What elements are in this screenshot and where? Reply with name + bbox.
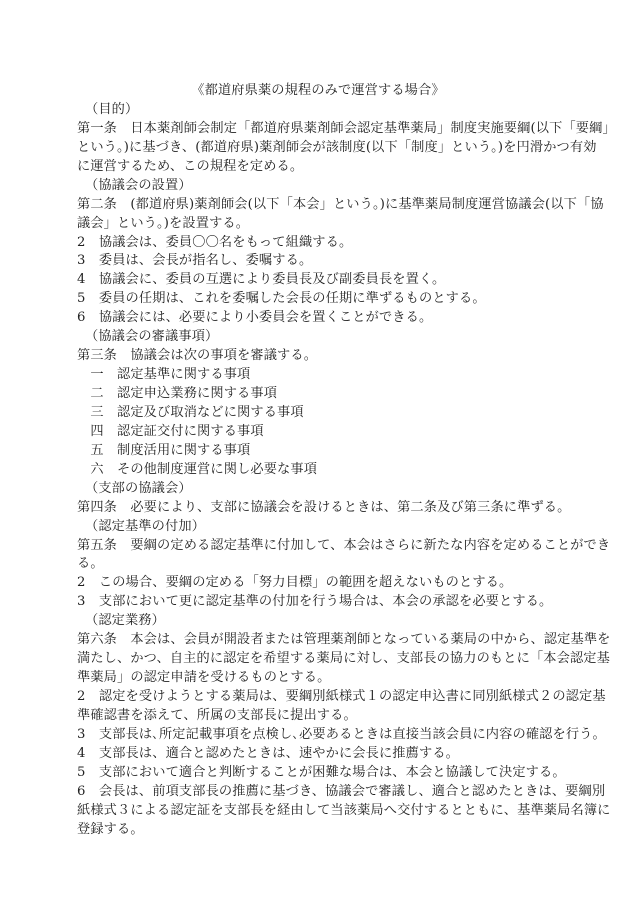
article-5-item-2: 2 この場合、要綱の定める「努力目標」の範囲を超えないものとする。	[77, 575, 513, 591]
article-3-item-3: 三 認定及び取消などに関する事項	[77, 404, 304, 420]
section-heading: （協議会の審議事項）	[85, 329, 219, 345]
article-6-item-6-line-2: 紙様式３による認定証を支部長を経由して当該薬局へ交付するとともに、基準薬局名簿に	[77, 802, 611, 818]
article-2-item-5: 5 委員の任期は、これを委嘱した会長の任期に準ずるものとする。	[77, 291, 486, 307]
section-purpose	[77, 101, 616, 177]
article-5-line-1: 第五条 要綱の定める認定基準に付加して、本会はさらに新たな内容を定めることができ	[77, 537, 611, 553]
section-heading: （支部の協議会）	[85, 480, 192, 496]
article-1-line-1: 第一条 日本薬剤師会制定「都道府県薬剤師会認定基準薬局」制度実施要綱(以下「要綱」	[77, 120, 616, 136]
article-5-item-3: 3 支部において更に認定基準の付加を行う場合は、本会の承認を必要とする。	[77, 594, 553, 610]
article-6-item-6-line-3: 登録する。	[77, 821, 144, 837]
section-criteria-addition	[77, 518, 611, 613]
article-6-line-2: 満たし、かつ、自主的に認定を希望する薬局に対し、支部長の協力のもとに「本会認定基	[77, 651, 610, 667]
section-certification-work	[77, 612, 611, 839]
article-2-item-6: 6 協議会には、必要により小委員会を置くことができる。	[77, 310, 433, 326]
article-2-item-3: 3 委員は、会長が指名し、委嘱する。	[77, 253, 313, 269]
article-6-item-3: 3 支部長は､所定記載事項を点検し､必要あるときは直接当該会員に内容の確認を行う。	[77, 726, 606, 742]
article-5-line-2: る。	[77, 556, 104, 572]
article-3-line-1: 第三条 協議会は次の事項を審議する。	[77, 348, 318, 364]
article-2-line-1: 第二条 (都道府県)薬剤師会(以下「本会」という。)に基準薬局制度運営協議会(以下「協	[77, 196, 604, 212]
article-3-item-5: 五 制度活用に関する事項	[77, 442, 251, 458]
section-heading: （目的）	[85, 101, 139, 117]
article-6-item-2-line-1: 2 認定を受けようとする薬局は、要綱別紙様式１の認定申込書に同別紙様式２の認定基	[77, 689, 606, 704]
section-heading: （認定基準の付加）	[85, 518, 206, 534]
section-heading: （認定業務）	[85, 613, 166, 629]
article-6-line-3: 準薬局」の認定申請を受けるものとする。	[77, 670, 331, 686]
article-3-item-6: 六 その他制度運営に関し必要な事項	[77, 461, 318, 477]
article-3-item-4: 四 認定証交付に関する事項	[77, 423, 264, 439]
section-council-establishment	[77, 177, 604, 329]
article-2-item-4: 4 協議会に、委員の互選により委員長及び副委員長を置く。	[77, 272, 446, 288]
article-6-item-5: 5 支部において適合と判断することが困難な場合は、本会と協議して決定する。	[77, 764, 566, 780]
article-6-item-6-line-1: 6 会長は、前項支部長の推薦に基づき、協議会で審議し、適合と認めたときは、要綱別	[77, 783, 606, 799]
article-1-line-2: という。)に基づき、(都道府県)薬剤師会が該制度(以下「制度」という。)を円滑かつ有効	[77, 139, 597, 155]
document-page	[77, 82, 616, 840]
article-2-item-2: 2 協議会は、委員〇〇名をもって組織する。	[77, 234, 353, 250]
section-branch-council	[77, 480, 571, 518]
section-heading: （協議会の設置）	[85, 177, 192, 193]
section-council-deliberation	[77, 328, 559, 480]
article-3-item-1: 一 認定基準に関する事項	[77, 367, 251, 383]
document-title: 《都道府県薬の規程のみで運営する場合》	[191, 83, 445, 98]
article-1-line-3: に運営するため、この規程を定める。	[77, 158, 304, 174]
article-3-item-2: 二 認定申込業務に関する事項	[77, 386, 278, 401]
article-6-item-4: 4 支部長は、適合と認めたときは、速やかに会長に推薦する。	[77, 745, 459, 761]
article-4-line-1: 第四条 必要により、支部に協議会を設けるときは、第二条及び第三条に準ずる。	[77, 499, 571, 515]
article-2-line-2: 議会」という。)を設置する。	[77, 215, 250, 231]
article-6-line-1: 第六条 本会は、会員が開設者または管理薬剤師となっている薬局の中から、認定基準を	[77, 632, 611, 648]
article-6-item-2-line-2: 準確認書を添えて、所属の支部長に提出する。	[77, 707, 357, 723]
